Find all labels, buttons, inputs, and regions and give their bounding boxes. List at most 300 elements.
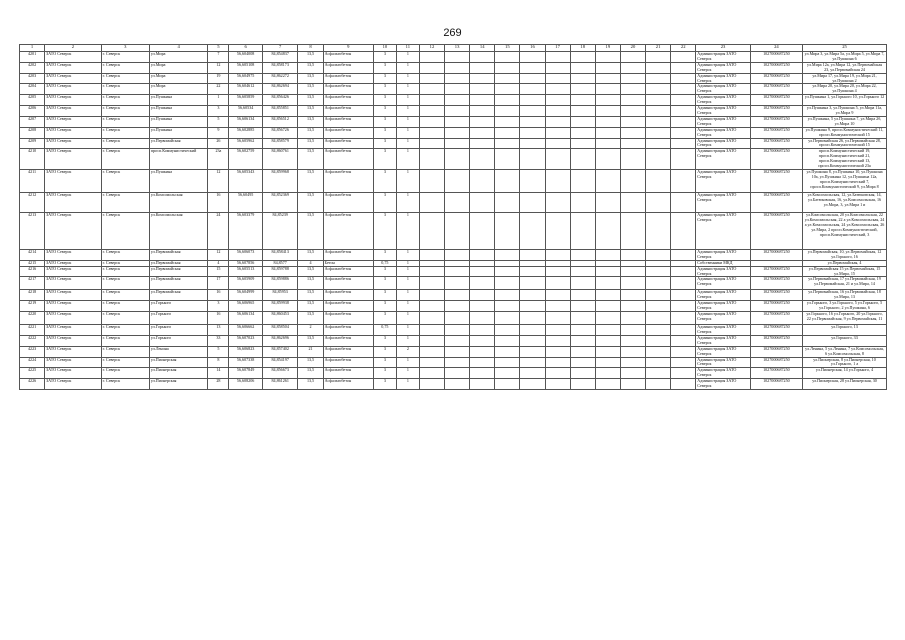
column-number: 7 bbox=[262, 45, 298, 52]
empty-cell bbox=[495, 192, 520, 212]
surface-cell: Асфальтобетон bbox=[323, 138, 373, 149]
empty-cell bbox=[646, 84, 671, 95]
empty-cell bbox=[419, 346, 444, 357]
ogrn-cell: 1027000687250 bbox=[750, 325, 802, 336]
empty-cell bbox=[545, 138, 570, 149]
empty-cell bbox=[419, 169, 444, 192]
addresses-cell: ул.Горького, 16 ул.Горького, 20 ул.Горького, 22 ул.Первомайская, 9 ул.Первомайская, 11 bbox=[803, 312, 887, 325]
empty-cell bbox=[545, 116, 570, 127]
empty-cell bbox=[570, 301, 595, 312]
empty-cell bbox=[495, 106, 520, 117]
addresses-cell: ул.Пушкина 3, ул.Пушкина 5, ул.Мира 11а, ул.Мира 9 bbox=[803, 106, 887, 117]
latitude-cell: 56,603379 bbox=[229, 212, 263, 249]
empty-cell bbox=[495, 73, 520, 84]
empty-cell bbox=[470, 73, 495, 84]
container-count-cell: 1 bbox=[396, 212, 419, 249]
volume-cell: 3 bbox=[373, 52, 396, 63]
empty-cell bbox=[495, 277, 520, 290]
street-cell: ул.Горького bbox=[149, 301, 208, 312]
empty-cell bbox=[646, 62, 671, 73]
addresses-cell: ул.Пионерская, 14 ул.Горького, 4 bbox=[803, 368, 887, 379]
empty-cell bbox=[545, 379, 570, 390]
owner-cell: Администрация ЗАТО Северск bbox=[696, 379, 750, 390]
addresses-cell: ул.Первомайская 26, ул.Первомайская 28, просп.Коммунистический 15 bbox=[803, 138, 887, 149]
empty-cell bbox=[620, 95, 645, 106]
longitude-cell: 84,856726 bbox=[262, 127, 298, 138]
surface-cell: Асфальтобетон bbox=[323, 106, 373, 117]
longitude-cell: 84,855851 bbox=[262, 106, 298, 117]
empty-cell bbox=[520, 357, 545, 368]
row-id: 4208 bbox=[20, 127, 45, 138]
volume-cell: 3 bbox=[373, 290, 396, 301]
empty-cell bbox=[646, 95, 671, 106]
empty-cell bbox=[495, 84, 520, 95]
addresses-cell: ул.Мира 3, ул.Мира 5а, ул.Мира 5, ул.Мира 7, ул.Пушкина 6 bbox=[803, 52, 887, 63]
empty-cell bbox=[470, 212, 495, 249]
city-cell: г. Северск bbox=[101, 266, 149, 277]
container-count-cell: 1 bbox=[396, 149, 419, 170]
latitude-cell: 56,608206 bbox=[229, 379, 263, 390]
empty-cell bbox=[595, 149, 620, 170]
municipality-cell: ЗАТО Северск bbox=[45, 379, 102, 390]
empty-cell bbox=[419, 52, 444, 63]
volume-cell: 3 bbox=[373, 379, 396, 390]
empty-cell bbox=[470, 149, 495, 170]
empty-cell bbox=[570, 346, 595, 357]
empty-cell bbox=[620, 149, 645, 170]
registry-table bbox=[19, 44, 887, 390]
empty-cell bbox=[470, 116, 495, 127]
column-number: 12 bbox=[419, 45, 444, 52]
row-id: 4215 bbox=[20, 260, 45, 266]
volume-cell: 3 bbox=[373, 249, 396, 260]
empty-cell bbox=[470, 325, 495, 336]
column-number: 9 bbox=[323, 45, 373, 52]
city-cell: г. Северск bbox=[101, 335, 149, 346]
empty-cell bbox=[470, 312, 495, 325]
street-cell: ул.Первомайская bbox=[149, 290, 208, 301]
empty-cell bbox=[646, 169, 671, 192]
city-cell: г. Северск bbox=[101, 138, 149, 149]
volume-cell: 3 bbox=[373, 116, 396, 127]
empty-cell bbox=[646, 266, 671, 277]
empty-cell bbox=[570, 95, 595, 106]
street-cell: ул.Первомайская bbox=[149, 277, 208, 290]
column-number: 20 bbox=[620, 45, 645, 52]
empty-cell bbox=[671, 335, 696, 346]
empty-cell bbox=[671, 149, 696, 170]
surface-cell: Асфальтобетон bbox=[323, 116, 373, 127]
table-row bbox=[20, 379, 887, 390]
addresses-cell: ул.Ленина, 5 ул.Ленина, 7 ул.Комсомольская, 6 ул.Комсомольская, 8 bbox=[803, 346, 887, 357]
municipality-cell: ЗАТО Северск bbox=[45, 277, 102, 290]
municipality-cell: ЗАТО Северск bbox=[45, 266, 102, 277]
empty-cell bbox=[570, 312, 595, 325]
empty-cell bbox=[545, 290, 570, 301]
owner-cell: Администрация ЗАТО Северск bbox=[696, 335, 750, 346]
owner-cell: Администрация ЗАТО Северск bbox=[696, 106, 750, 117]
row-id: 4205 bbox=[20, 95, 45, 106]
area-cell: 13,5 bbox=[298, 368, 323, 379]
owner-cell: Администрация ЗАТО Северск bbox=[696, 368, 750, 379]
empty-cell bbox=[495, 335, 520, 346]
municipality-cell: ЗАТО Северск bbox=[45, 335, 102, 346]
empty-cell bbox=[620, 106, 645, 117]
surface-cell: Асфальтобетон bbox=[323, 335, 373, 346]
house-cell: 1 bbox=[208, 95, 229, 106]
empty-cell bbox=[445, 301, 470, 312]
empty-cell bbox=[419, 379, 444, 390]
column-number: 8 bbox=[298, 45, 323, 52]
city-cell: г. Северск bbox=[101, 301, 149, 312]
table-row bbox=[20, 84, 887, 95]
empty-cell bbox=[620, 169, 645, 192]
empty-cell bbox=[646, 73, 671, 84]
owner-cell: Администрация ЗАТО Северск bbox=[696, 312, 750, 325]
empty-cell bbox=[445, 62, 470, 73]
empty-cell bbox=[595, 73, 620, 84]
table-row bbox=[20, 346, 887, 357]
row-id: 4210 bbox=[20, 149, 45, 170]
column-number: 14 bbox=[470, 45, 495, 52]
street-cell: ул.Пушкина bbox=[149, 169, 208, 192]
container-count-cell: 1 bbox=[396, 95, 419, 106]
house-cell: 12 bbox=[208, 169, 229, 192]
empty-cell bbox=[671, 277, 696, 290]
street-cell: ул.Мира bbox=[149, 73, 208, 84]
house-cell: 17 bbox=[208, 277, 229, 290]
latitude-cell: 56,604008 bbox=[229, 52, 263, 63]
empty-cell bbox=[671, 368, 696, 379]
surface-cell: Асфальтобетон bbox=[323, 379, 373, 390]
empty-cell bbox=[419, 106, 444, 117]
ogrn-cell: 1027000687250 bbox=[750, 84, 802, 95]
column-number: 15 bbox=[495, 45, 520, 52]
column-number: 11 bbox=[396, 45, 419, 52]
empty-cell bbox=[445, 368, 470, 379]
column-number: 6 bbox=[229, 45, 263, 52]
empty-cell bbox=[545, 95, 570, 106]
page-number: 269 bbox=[443, 27, 462, 39]
longitude-cell: 84,85953 bbox=[262, 290, 298, 301]
municipality-cell: ЗАТО Северск bbox=[45, 149, 102, 170]
owner-cell: Администрация ЗАТО Северск bbox=[696, 357, 750, 368]
house-cell: 23а bbox=[208, 149, 229, 170]
house-cell: 12 bbox=[208, 249, 229, 260]
empty-cell bbox=[595, 357, 620, 368]
latitude-cell: 56,607849 bbox=[229, 368, 263, 379]
street-cell: ул.Пушкина bbox=[149, 127, 208, 138]
empty-cell bbox=[570, 149, 595, 170]
empty-cell bbox=[545, 325, 570, 336]
longitude-cell: 84,857402 bbox=[262, 346, 298, 357]
empty-cell bbox=[646, 368, 671, 379]
empty-cell bbox=[595, 169, 620, 192]
container-count-cell: 1 bbox=[396, 106, 419, 117]
city-cell: г. Северск bbox=[101, 290, 149, 301]
row-id: 4211 bbox=[20, 169, 45, 192]
empty-cell bbox=[545, 106, 570, 117]
area-cell: 13,5 bbox=[298, 301, 323, 312]
area-cell: 13,5 bbox=[298, 84, 323, 95]
city-cell: г. Северск bbox=[101, 169, 149, 192]
latitude-cell: 56,606823 bbox=[229, 346, 263, 357]
surface-cell: Асфальтобетон bbox=[323, 301, 373, 312]
empty-cell bbox=[470, 249, 495, 260]
table-row bbox=[20, 368, 887, 379]
empty-cell bbox=[520, 368, 545, 379]
longitude-cell: 84,858579 bbox=[262, 138, 298, 149]
surface-cell: Асфальтобетон bbox=[323, 357, 373, 368]
city-cell: г. Северск bbox=[101, 95, 149, 106]
empty-cell bbox=[620, 127, 645, 138]
column-number: 10 bbox=[373, 45, 396, 52]
volume-cell: 3 bbox=[373, 368, 396, 379]
empty-cell bbox=[620, 325, 645, 336]
empty-cell bbox=[520, 290, 545, 301]
empty-cell bbox=[520, 106, 545, 117]
empty-cell bbox=[495, 169, 520, 192]
empty-cell bbox=[470, 62, 495, 73]
empty-cell bbox=[445, 290, 470, 301]
empty-cell bbox=[419, 138, 444, 149]
empty-cell bbox=[595, 212, 620, 249]
addresses-cell: ул.Пушкина 1, ул.Горького 10, ул.Горького 12 bbox=[803, 95, 887, 106]
empty-cell bbox=[595, 138, 620, 149]
empty-cell bbox=[595, 312, 620, 325]
house-cell: 14 bbox=[208, 368, 229, 379]
empty-cell bbox=[671, 249, 696, 260]
empty-cell bbox=[445, 73, 470, 84]
area-cell: 21 bbox=[298, 346, 323, 357]
municipality-cell: ЗАТО Северск bbox=[45, 169, 102, 192]
city-cell: г. Северск bbox=[101, 277, 149, 290]
city-cell: г. Северск bbox=[101, 106, 149, 117]
volume-cell: 3 bbox=[373, 266, 396, 277]
column-number: 24 bbox=[750, 45, 802, 52]
row-id: 4218 bbox=[20, 290, 45, 301]
surface-cell: Асфальтобетон bbox=[323, 346, 373, 357]
empty-cell bbox=[671, 106, 696, 117]
ogrn-cell: 1027000687250 bbox=[750, 52, 802, 63]
empty-cell bbox=[419, 368, 444, 379]
surface-cell: Асфальтобетон bbox=[323, 52, 373, 63]
row-id: 4202 bbox=[20, 62, 45, 73]
empty-cell bbox=[520, 325, 545, 336]
house-cell: 3 bbox=[208, 301, 229, 312]
empty-cell bbox=[445, 212, 470, 249]
volume-cell: 3 bbox=[373, 62, 396, 73]
street-cell: ул.Пушкина bbox=[149, 116, 208, 127]
empty-cell bbox=[620, 301, 645, 312]
area-cell: 13,5 bbox=[298, 312, 323, 325]
empty-cell bbox=[520, 127, 545, 138]
city-cell: г. Северск bbox=[101, 192, 149, 212]
empty-cell bbox=[545, 212, 570, 249]
municipality-cell: ЗАТО Северск bbox=[45, 95, 102, 106]
empty-cell bbox=[595, 95, 620, 106]
empty-cell bbox=[419, 290, 444, 301]
owner-cell: Администрация ЗАТО Северск bbox=[696, 266, 750, 277]
empty-cell bbox=[419, 62, 444, 73]
house-cell: 16 bbox=[208, 290, 229, 301]
volume-cell: 3 bbox=[373, 73, 396, 84]
longitude-cell: 84,856512 bbox=[262, 116, 298, 127]
column-number: 18 bbox=[570, 45, 595, 52]
volume-cell: 3 bbox=[373, 84, 396, 95]
empty-cell bbox=[545, 301, 570, 312]
street-cell: ул.Мира bbox=[149, 52, 208, 63]
addresses-cell: ул.Пушкина, 5 ул.Пушкина 7, ул.Мира 2б, ул.Мира 10 bbox=[803, 116, 887, 127]
table-row bbox=[20, 106, 887, 117]
empty-cell bbox=[520, 346, 545, 357]
empty-cell bbox=[646, 312, 671, 325]
addresses-cell: ул.Пушкина 9, просп.Коммунистический 11, просп.Коммунистический 15 bbox=[803, 127, 887, 138]
column-number: 4 bbox=[149, 45, 208, 52]
column-number: 25 bbox=[803, 45, 887, 52]
row-id: 4209 bbox=[20, 138, 45, 149]
empty-cell bbox=[470, 301, 495, 312]
empty-cell bbox=[646, 325, 671, 336]
empty-cell bbox=[495, 127, 520, 138]
empty-cell bbox=[545, 249, 570, 260]
city-cell: г. Северск bbox=[101, 62, 149, 73]
municipality-cell: ЗАТО Северск bbox=[45, 357, 102, 368]
house-cell: 16 bbox=[208, 192, 229, 212]
street-cell: ул.Мира bbox=[149, 84, 208, 95]
empty-cell bbox=[620, 290, 645, 301]
municipality-cell: ЗАТО Северск bbox=[45, 52, 102, 63]
container-count-cell: 1 bbox=[396, 62, 419, 73]
volume-cell: 3 bbox=[373, 192, 396, 212]
empty-cell bbox=[595, 346, 620, 357]
container-count-cell: 1 bbox=[396, 312, 419, 325]
ogrn-cell: 1027000687250 bbox=[750, 249, 802, 260]
empty-cell bbox=[419, 116, 444, 127]
surface-cell: Асфальтобетон bbox=[323, 73, 373, 84]
empty-cell bbox=[520, 335, 545, 346]
empty-cell bbox=[595, 277, 620, 290]
area-cell: 13,5 bbox=[298, 212, 323, 249]
addresses-cell: ул.Комсомольская, 20 ул.Комсомольская, 22 ул.Комсомольская, 22 а ул.Комсомольская, 24 а ул.Комсомольская, 24 ул.Комсомольская, 26 ул.Мира, 2 просп.Коммунистический, просп.Коммунистический, 3 bbox=[803, 212, 887, 249]
empty-cell bbox=[620, 62, 645, 73]
latitude-cell: 56,602885 bbox=[229, 127, 263, 138]
table-row bbox=[20, 52, 887, 63]
surface-cell: Асфальтобетон bbox=[323, 84, 373, 95]
empty-cell bbox=[520, 116, 545, 127]
empty-cell bbox=[570, 249, 595, 260]
table-row bbox=[20, 249, 887, 260]
area-cell: 13,5 bbox=[298, 138, 323, 149]
city-cell: г. Северск bbox=[101, 325, 149, 336]
municipality-cell: ЗАТО Северск bbox=[45, 346, 102, 357]
empty-cell bbox=[595, 379, 620, 390]
area-cell: 13,5 bbox=[298, 249, 323, 260]
surface-cell: Асфальтобетон bbox=[323, 277, 373, 290]
empty-cell bbox=[520, 379, 545, 390]
row-id: 4213 bbox=[20, 212, 45, 249]
empty-cell bbox=[570, 192, 595, 212]
container-count-cell: 1 bbox=[396, 379, 419, 390]
addresses-cell: ул.Пионерская, 8 ул.Пионерская, 10 ул.Горького, 1 а bbox=[803, 357, 887, 368]
area-cell: 13,5 bbox=[298, 95, 323, 106]
municipality-cell: ЗАТО Северск bbox=[45, 290, 102, 301]
latitude-cell: 56,605859 bbox=[229, 95, 263, 106]
empty-cell bbox=[570, 73, 595, 84]
longitude-cell: 84,858504 bbox=[262, 325, 298, 336]
empty-cell bbox=[620, 357, 645, 368]
empty-cell bbox=[646, 127, 671, 138]
empty-cell bbox=[570, 290, 595, 301]
empty-cell bbox=[495, 149, 520, 170]
city-cell: г. Северск bbox=[101, 73, 149, 84]
empty-cell bbox=[646, 249, 671, 260]
area-cell: 13,5 bbox=[298, 357, 323, 368]
empty-cell bbox=[445, 249, 470, 260]
empty-cell bbox=[520, 212, 545, 249]
area-cell: 13,5 bbox=[298, 192, 323, 212]
owner-cell: Администрация ЗАТО Северск bbox=[696, 116, 750, 127]
area-cell: 13,5 bbox=[298, 335, 323, 346]
city-cell: г. Северск bbox=[101, 260, 149, 266]
empty-cell bbox=[470, 290, 495, 301]
empty-cell bbox=[570, 169, 595, 192]
city-cell: г. Северск bbox=[101, 84, 149, 95]
empty-cell bbox=[520, 249, 545, 260]
empty-cell bbox=[620, 335, 645, 346]
empty-cell bbox=[495, 379, 520, 390]
latitude-cell: 56,602759 bbox=[229, 149, 263, 170]
empty-cell bbox=[671, 266, 696, 277]
row-id: 4216 bbox=[20, 266, 45, 277]
house-cell: 3 bbox=[208, 106, 229, 117]
street-cell: ул.Первомайская bbox=[149, 249, 208, 260]
area-cell: 4 bbox=[298, 260, 323, 266]
empty-cell bbox=[470, 379, 495, 390]
street-cell: ул.Горького bbox=[149, 335, 208, 346]
empty-cell bbox=[445, 169, 470, 192]
latitude-cell: 56,605108 bbox=[229, 62, 263, 73]
municipality-cell: ЗАТО Северск bbox=[45, 301, 102, 312]
street-cell: просп.Коммунистический bbox=[149, 149, 208, 170]
ogrn-cell: 1027000687250 bbox=[750, 266, 802, 277]
latitude-cell: 56,606662 bbox=[229, 325, 263, 336]
empty-cell bbox=[470, 169, 495, 192]
longitude-cell: 84,8577 bbox=[262, 260, 298, 266]
city-cell: г. Северск bbox=[101, 249, 149, 260]
surface-cell: Асфальтобетон bbox=[323, 290, 373, 301]
empty-cell bbox=[470, 138, 495, 149]
table-row bbox=[20, 116, 887, 127]
empty-cell bbox=[419, 192, 444, 212]
table-row bbox=[20, 212, 887, 249]
ogrn-cell: 1027000687250 bbox=[750, 169, 802, 192]
area-cell: 13,5 bbox=[298, 266, 323, 277]
street-cell: ул.Пионерская bbox=[149, 368, 208, 379]
addresses-cell: ул.Мира 12а, ул.Мира 12, ул.Первомайская 23, ул.Первомайская 24 bbox=[803, 62, 887, 73]
empty-cell bbox=[520, 266, 545, 277]
column-number: 1 bbox=[20, 45, 45, 52]
volume-cell: 3 bbox=[373, 149, 396, 170]
empty-cell bbox=[570, 335, 595, 346]
empty-cell bbox=[495, 357, 520, 368]
longitude-cell: 84,859788 bbox=[262, 266, 298, 277]
column-number: 16 bbox=[520, 45, 545, 52]
owner-cell: Администрация ЗАТО Северск bbox=[696, 138, 750, 149]
empty-cell bbox=[595, 116, 620, 127]
ogrn-cell: 1027000687250 bbox=[750, 301, 802, 312]
ogrn-cell: 1027000687250 bbox=[750, 379, 802, 390]
